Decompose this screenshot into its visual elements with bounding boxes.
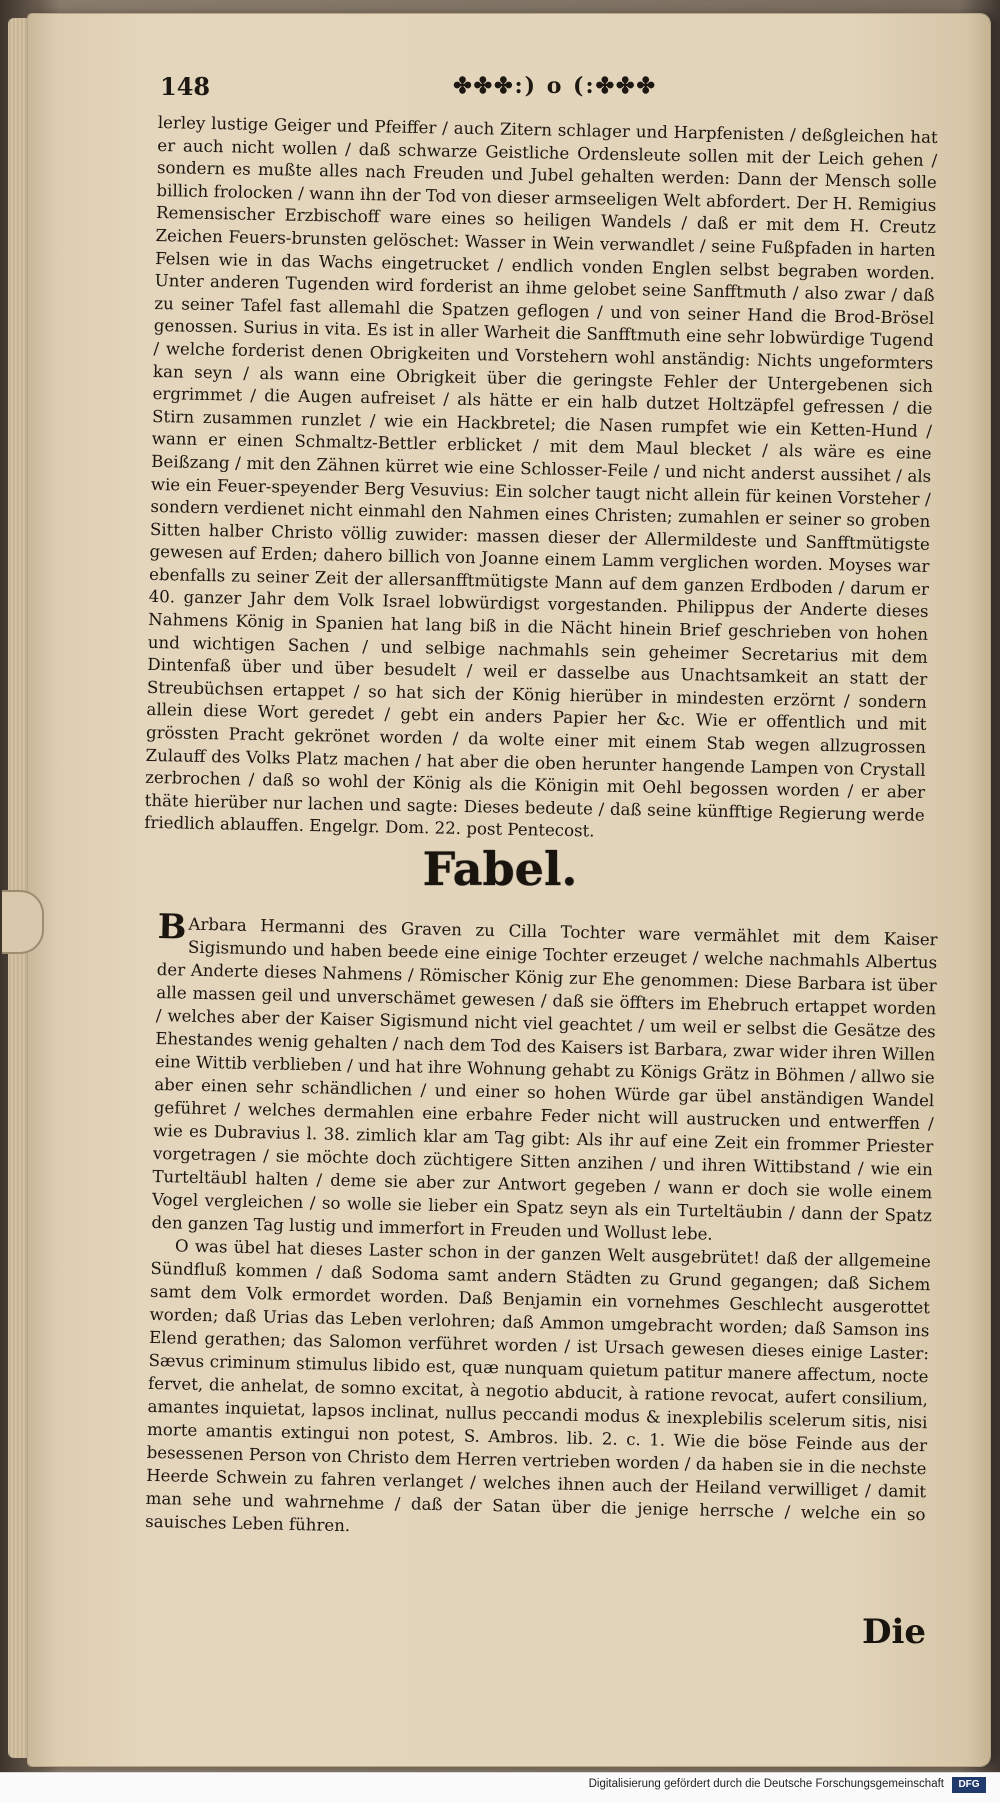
paragraph-top: lerley lustige Geiger und Pfeiffer / auch Zitern schlager und Harpfenisten / deßgleichen hat er auch nicht wollen / daß schwarze Geistliche Ordensleute sollen mit der Leich gehen / sondern es mußte alles nach Freuden und Jubel gehalten werden: Dann der Mensch solle billich frolocken / wann ihn der Tod von dieser armseeligen Welt abfordert. Der H. Remigius Remensischer Erzbischoff ware eines so heiligen Wandels / daß er mit dem H. Creutz Zeichen Feuers-brunsten gelöschet: Wasser in Wein verwandlet / seine Fußpfaden in harten Felsen wie in das Wachs eingetrucket / endlich vonden Englen selbst begraben worden. Unter anderen Tugenden wird forderist an ihme gelobet seine Sanfftmuth / also zwar / daß zu seiner Tafel fast allemahl die Spatzen geflogen / und von seiner Hand die Brod-Brösel genossen. Surius in vita. Es ist in aller Warheit die Sanfftmuth eine sehr lobwürdige Tugend / welche forderist denen Obrigkeiten und Vorstehern wohl anständig: Nichts ungeformters kan seyn / als wann eine Obrigkeit über die geringste Fehler der Untergebenen sich ergrimmet / die Augen aufreiset / als hätte er ein halb dutzet Holtzäpfel gefressen / die Stirn zusammen runzlet / wie ein Hackbretel; die Nasen rumpfet wie ein Ketten-Hund / wann er einen Schmaltz-Bettler erblicket / mit dem Maul blecket / als wäre es eine Beißzang / mit den Zähnen kürret wie eine Schlosser-Feile / und nicht anderst aussihet / als wie ein Feuer-speyender Berg Vesuvius: Ein solcher taugt nicht allein für keinen Vorsteher / sondern verdienet nicht einmahl den Nahmen eines Christen; zumahlen er seiner so groben Sitten halber Christo völlig zuwider: massen dieser der Allermildeste und Sanfftmütigste gewesen auf Erden; dahero billich von Joanne einem Lamm verglichen worden. Moyses war ebenfalls zu seiner Zeit der allersanfftmütigste Mann auf dem ganzen Erdboden / darum er 40. ganzer Jahr dem Volk Israel lobwürdigst vorgestanden. Philippus der Anderte dieses Nahmens König in Spanien hat lang biß in die Nächt hinein Brief geschrieben von hohen und wichtigen Sachen / und selbige nachmahls sein geheimer Secretarius mit dem Dintenfaß über und über besudelt / weil er dasselbe aus Unachtsamkeit an statt der Streubüchsen ertappet / so hat sich der König hierüber in mindesten erzörnt / sondern allein diese Wort geredet / gebt ein anders Papier her &c. Wie er offentlich und mit grössten Pracht gekrönet worden / da wolte einer mit einem Stab wegen allzugrossen Zulauff des Volks Platz machen / hat aber die oben herunter hangende Lampen von Crystall zerbrochen / daß so wohl der König als die Königin mit Oehl begossen worden / er aber thäte hierüber nur lachen und sagte: Dieses bedeute / daß seine künfftige Regierung werde friedlich ablauffen. Engelgr. Dom. 22. post Pentecost. — [144, 112, 938, 841]
header-ornament: ✤✤✤:) o (:✤✤✤ — [453, 73, 657, 99]
page-tab-marker — [2, 890, 44, 954]
body-text-bottom — [145, 907, 938, 1549]
paragraph-fabel-1 — [151, 907, 938, 1250]
page-number: 148 — [160, 71, 211, 101]
paragraph-fabel-2: O was übel hat dieses Laster schon in der ganzen Welt ausgebrütet! daß der allgemeine Sündfluß kommen / daß Sodoma samt andern Städten zu Grund gegangen; daß Sichem samt dem Volk ermordet worden. Daß Benjamin ein vornehmes Geschlecht ausgerottet worden; daß Urias das Leben verlohren; daß Ammon umgebracht worden; daß Samson ins Elend gerathen; das Salomon verführet worden / ist Ursach gewesen dieses einige Laster: Sævus criminum stimulus libido est, quæ nunquam quietum patitur manere affectum, nocte fervet, die anhelat, de somno excitat, à negotio abducit, à ratione revocat, aufert consilium, amantes inquietat, lapsos inclinat, nullus peccandi modus & inexplebilis scelerum sitis, nisi morte amantis extingui non potest, S. Ambros. lib. 2. c. 1. Wie die böse Feinde aus der besessenen Person von Christo dem Herren vertrieben worden / da haben sie in die nechste Heerde Schwein zu fahren verlanget / welches ihnen auch der Heiland verwilliget / damit man sehe und wahrnehme / daß der Satan über die jenige herrsche / welche ein so sauisches Leben führen. — [145, 1236, 932, 1536]
paragraph-fabel-1-text: Arbara Hermanni des Graven zu Cilla Tochter ware vermählet mit dem Kaiser Sigismundo und haben beede eine einige Tochter erzeuget / welche nachmahls Albertus der Anderte dieses Nahmens / Römischer König zur Ehe genommen: Diese Barbara ist über alle massen geil und unverschämet gewesen / daß sie öffters im Ehebruch ertappet worden / welches aber der Kaiser Sigismund nicht viel geachtet / um weil er selbst die Gesätze des Ehestandes wenig gehalten / nach dem Tod des Kaisers ist Barbara, zwar wider ihren Willen eine Wittib verblieben / und hat ihre Wohnung gehabt zu Königs Grätz in Böhmen / allwo sie aber einen sehr schändlichen / und einer so hohen Würde gar übel anständigen Wandel geführet / welches dermahlen eine erbahre Feder nicht will austrucken und entwerffen / wie es Dubravius l. 38. zimlich klar am Tag gibt: Als ihr auf eine Zeit ein frommer Priester vorgetragen / sie möchte doch züchtigere Sitten anzihen / und ihren Wittibstand / wie ein Turteltäubl halten / deme sie aber zur Antwort gegeben / wann er doch sie wolle einem Vogel vergleichen / so wolle sie lieber ein Spatz seyn als ein Turteltäubin / dann der Spatz den ganzen Tag lustig und immerfort in Freuden und Wollust lebe. — [151, 914, 938, 1244]
dfg-logo: DFG — [952, 1777, 986, 1793]
body-text-top — [144, 112, 938, 850]
catchword: Die — [862, 1612, 927, 1652]
section-heading-fabel: Fabel. — [422, 842, 578, 896]
drop-cap: B — [157, 907, 187, 948]
digitization-credit: Digitalisierung gefördert durch die Deutsche Forschungsgemeinschaft — [588, 1778, 944, 1790]
running-header — [160, 66, 940, 106]
